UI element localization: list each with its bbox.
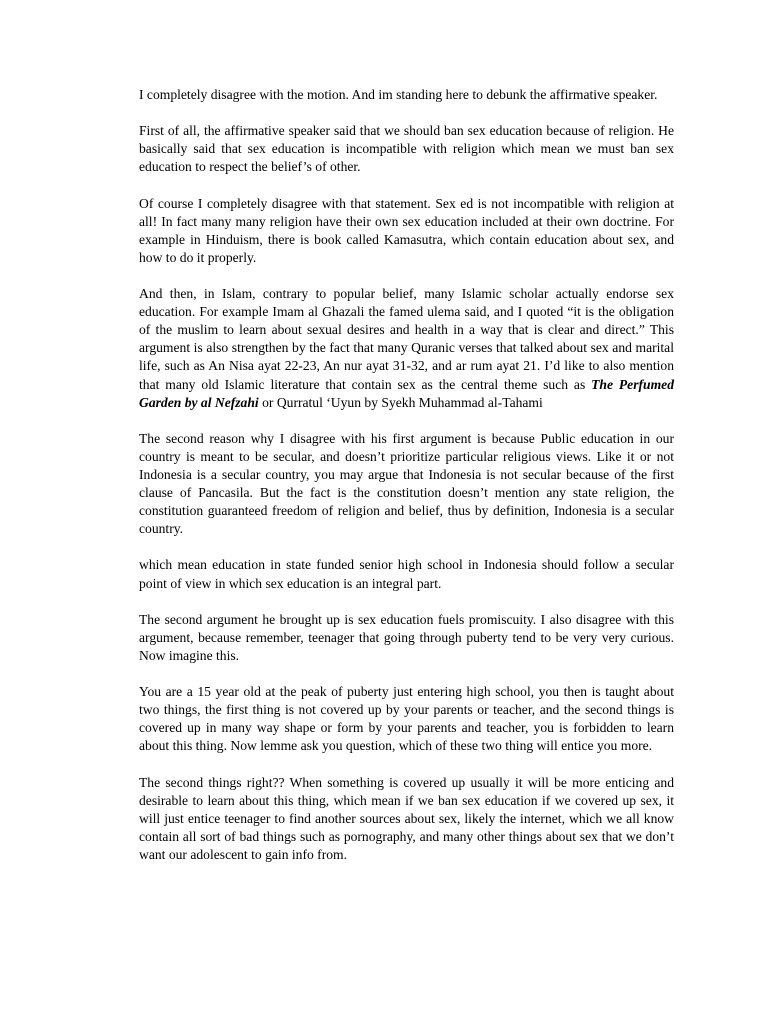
book-title-emphasis: The Perfumed Garden by al Nefzahi bbox=[139, 376, 674, 410]
paragraph-hinduism: Of course I completely disagree with that statement. Sex ed is not incompatible with religion at all! In fact many many religion have their own sex education included at their own doctrine. For example in Hinduism, there is book called Kamasutra, which contain education about sex, and how to do it properly. bbox=[139, 195, 674, 265]
paragraph-islam-text: And then, in Islam, contrary to popular belief, many Islamic scholar actually endorse sex education. For example Imam al Ghazali the famed ulema said, and I quoted “it is the obligation of the muslim to learn about sexual desires and health in a way that is clear and direct.” This argument is also strengthen by the fact that many Quranic verses that talked about sex and marital life, such as An Nisa ayat 22-23, An nur ayat 31-32, and ar rum ayat 21. I’d like to also mention that many old Islamic literature that contain sex as the central theme such as bbox=[139, 286, 674, 392]
paragraph-secular: The second reason why I disagree with his first argument is because Public education in our country is meant to be secular, and doesn’t prioritize particular religious views. Like it or not Indonesia is a secular country, you may argue that Indonesia is not secular because of the first clause of Pancasila. But the fact is the constitution doesn’t mention any state religion, the constitution guaranteed freedom of religion and belief, thus by definition, Indonesia is a secular country. bbox=[139, 430, 674, 537]
paragraph-islam-text-end: or Qurratul ‘Uyun by Syekh Muhammad al-Tahami bbox=[258, 394, 543, 410]
paragraph-islam bbox=[139, 285, 674, 412]
paragraph-imagine: You are a 15 year old at the peak of puberty just entering high school, you then is taught about two things, the first thing is not covered up by your parents or teacher, and the second things is covered up in many way shape or form by your parents and teacher, you is forbidden to learn about this thing. Now lemme ask you question, which of these two thing will entice you more. bbox=[139, 684, 674, 754]
paragraph-first-argument: First of all, the affirmative speaker said that we should ban sex education because of religion. He basically said that sex education is incompatible with religion which mean we must ban sex education to respect the belief’s of other. bbox=[139, 123, 674, 175]
paragraph-state-school: which mean education in state funded senior high school in Indonesia should follow a secular point of view in which sex education is an integral part. bbox=[139, 557, 674, 591]
document-page bbox=[139, 86, 674, 882]
paragraph-intro: I completely disagree with the motion. And im standing here to debunk the affirmative speaker. bbox=[139, 87, 658, 102]
paragraph-promiscuity: The second argument he brought up is sex education fuels promiscuity. I also disagree with this argument, because remember, teenager that going through puberty tend to be very very curious. Now imagine this. bbox=[139, 611, 674, 663]
paragraph-conclusion: The second things right?? When something is covered up usually it will be more enticing and desirable to learn about this thing, which mean if we ban sex education if we covered up sex, it will just entice teenager to find another sources about sex, likely the internet, which we all know contain all sort of bad things such as pornography, and many other things about sex that we don’t want our adolescent to gain info from. bbox=[139, 774, 674, 862]
